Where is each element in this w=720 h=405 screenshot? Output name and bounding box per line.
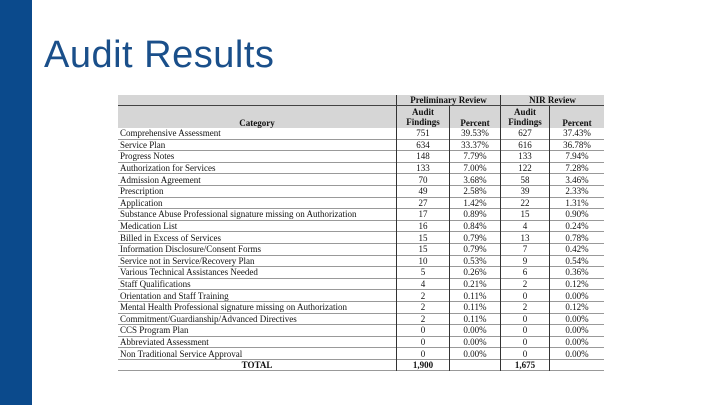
cell-prelim-percent: 0.00% <box>450 348 501 360</box>
cell-category: Application <box>118 197 397 209</box>
cell-nir-percent: 3.46% <box>550 174 605 186</box>
cell-prelim-findings: 148 <box>397 151 450 163</box>
table-row <box>118 301 604 313</box>
cell-prelim-findings: 5 <box>397 267 450 279</box>
cell-nir-percent: 37.43% <box>550 128 605 139</box>
col-nir-percent: Percent <box>550 106 605 129</box>
table-row <box>118 278 604 290</box>
accent-bar <box>0 0 32 405</box>
table-row <box>118 197 604 209</box>
cell-category: Medication List <box>118 220 397 232</box>
cell-nir-findings: 0 <box>501 313 550 325</box>
cell-category: Non Traditional Service Approval <box>118 348 397 360</box>
cell-category: Information Disclosure/Consent Forms <box>118 243 397 255</box>
cell-prelim-percent: 0.26% <box>450 267 501 279</box>
table-row <box>118 313 604 325</box>
cell-category: Service Plan <box>118 139 397 151</box>
col-category: Category <box>118 106 397 129</box>
cell-nir-findings: 15 <box>501 209 550 221</box>
cell-prelim-percent: 0.53% <box>450 255 501 267</box>
cell-category: CCS Program Plan <box>118 325 397 337</box>
cell-category: Mental Health Professional signature missing on Authorization <box>118 301 397 313</box>
cell-nir-percent: 0.42% <box>550 243 605 255</box>
cell-category: Authorization for Services <box>118 162 397 174</box>
slide-title: Audit Results <box>44 34 275 76</box>
empty-cell <box>450 359 501 371</box>
cell-category: Various Technical Assistances Needed <box>118 267 397 279</box>
cell-prelim-percent: 33.37% <box>450 139 501 151</box>
cell-category: Progress Notes <box>118 151 397 163</box>
cell-prelim-findings: 15 <box>397 243 450 255</box>
table-row <box>118 209 604 221</box>
cell-prelim-percent: 7.79% <box>450 151 501 163</box>
cell-prelim-percent: 7.00% <box>450 162 501 174</box>
cell-nir-percent: 0.90% <box>550 209 605 221</box>
cell-prelim-percent: 0.79% <box>450 243 501 255</box>
cell-category: Abbreviated Assessment <box>118 336 397 348</box>
cell-nir-findings: 39 <box>501 185 550 197</box>
cell-nir-findings: 0 <box>501 325 550 337</box>
cell-prelim-findings: 0 <box>397 336 450 348</box>
cell-nir-findings: 58 <box>501 174 550 186</box>
col-nir-findings: Audit Findings <box>501 106 550 129</box>
cell-nir-findings: 2 <box>501 278 550 290</box>
cell-nir-percent: 7.94% <box>550 151 605 163</box>
cell-nir-percent: 0.12% <box>550 301 605 313</box>
cell-prelim-percent: 0.11% <box>450 301 501 313</box>
cell-nir-findings: 13 <box>501 232 550 244</box>
table-row <box>118 243 604 255</box>
cell-category: Substance Abuse Professional signature missing on Authorization <box>118 209 397 221</box>
table-row <box>118 232 604 244</box>
cell-nir-findings: 122 <box>501 162 550 174</box>
col-prelim-percent: Percent <box>450 106 501 129</box>
cell-nir-findings: 9 <box>501 255 550 267</box>
cell-category: Staff Qualifications <box>118 278 397 290</box>
table-row <box>118 336 604 348</box>
cell-prelim-findings: 15 <box>397 232 450 244</box>
table-row <box>118 267 604 279</box>
cell-nir-findings: 22 <box>501 197 550 209</box>
cell-prelim-findings: 751 <box>397 128 450 139</box>
table-row <box>118 185 604 197</box>
cell-nir-percent: 0.00% <box>550 325 605 337</box>
total-nir: 1,675 <box>501 359 550 371</box>
cell-nir-percent: 0.00% <box>550 290 605 302</box>
cell-prelim-findings: 10 <box>397 255 450 267</box>
table-row <box>118 151 604 163</box>
cell-category: Comprehensive Assessment <box>118 128 397 139</box>
cell-prelim-percent: 0.00% <box>450 336 501 348</box>
cell-prelim-findings: 17 <box>397 209 450 221</box>
cell-nir-percent: 7.28% <box>550 162 605 174</box>
cell-category: Orientation and Staff Training <box>118 290 397 302</box>
cell-prelim-findings: 16 <box>397 220 450 232</box>
table-row <box>118 220 604 232</box>
cell-category: Billed in Excess of Services <box>118 232 397 244</box>
cell-category: Commitment/Guardianship/Advanced Directives <box>118 313 397 325</box>
cell-nir-percent: 0.54% <box>550 255 605 267</box>
cell-prelim-percent: 0.00% <box>450 325 501 337</box>
cell-prelim-percent: 0.89% <box>450 209 501 221</box>
cell-nir-percent: 0.00% <box>550 336 605 348</box>
cell-nir-findings: 4 <box>501 220 550 232</box>
cell-nir-percent: 0.00% <box>550 348 605 360</box>
empty-cell <box>550 359 605 371</box>
cell-nir-percent: 0.00% <box>550 313 605 325</box>
cell-prelim-percent: 3.68% <box>450 174 501 186</box>
cell-nir-findings: 0 <box>501 348 550 360</box>
cell-prelim-percent: 0.11% <box>450 313 501 325</box>
cell-nir-findings: 133 <box>501 151 550 163</box>
cell-prelim-percent: 0.11% <box>450 290 501 302</box>
cell-nir-findings: 0 <box>501 290 550 302</box>
cell-prelim-findings: 2 <box>397 301 450 313</box>
group-header-nir: NIR Review <box>501 95 605 106</box>
total-prelim: 1,900 <box>397 359 450 371</box>
cell-nir-percent: 36.78% <box>550 139 605 151</box>
cell-nir-findings: 2 <box>501 301 550 313</box>
cell-prelim-findings: 0 <box>397 348 450 360</box>
cell-nir-percent: 0.24% <box>550 220 605 232</box>
cell-prelim-percent: 2.58% <box>450 185 501 197</box>
cell-prelim-findings: 27 <box>397 197 450 209</box>
table-row <box>118 325 604 337</box>
cell-prelim-findings: 49 <box>397 185 450 197</box>
table-row <box>118 255 604 267</box>
cell-prelim-findings: 2 <box>397 290 450 302</box>
cell-nir-percent: 0.36% <box>550 267 605 279</box>
cell-nir-findings: 7 <box>501 243 550 255</box>
cell-category: Prescription <box>118 185 397 197</box>
cell-prelim-findings: 0 <box>397 325 450 337</box>
audit-results-table <box>118 95 604 371</box>
col-prelim-findings: Audit Findings <box>397 106 450 129</box>
table-row <box>118 348 604 360</box>
cell-prelim-percent: 0.79% <box>450 232 501 244</box>
cell-prelim-percent: 0.21% <box>450 278 501 290</box>
cell-nir-findings: 627 <box>501 128 550 139</box>
cell-prelim-percent: 39.53% <box>450 128 501 139</box>
cell-nir-percent: 1.31% <box>550 197 605 209</box>
cell-nir-findings: 616 <box>501 139 550 151</box>
table-row <box>118 128 604 139</box>
cell-nir-percent: 0.12% <box>550 278 605 290</box>
total-row <box>118 359 604 371</box>
cell-nir-findings: 6 <box>501 267 550 279</box>
cell-prelim-findings: 133 <box>397 162 450 174</box>
table-row <box>118 290 604 302</box>
cell-category: Service not in Service/Recovery Plan <box>118 255 397 267</box>
cell-prelim-findings: 2 <box>397 313 450 325</box>
group-header-preliminary: Preliminary Review <box>397 95 501 106</box>
cell-nir-percent: 2.33% <box>550 185 605 197</box>
cell-prelim-findings: 70 <box>397 174 450 186</box>
cell-prelim-findings: 4 <box>397 278 450 290</box>
header-spacer <box>118 95 397 106</box>
table-row <box>118 174 604 186</box>
cell-category: Admission Agreement <box>118 174 397 186</box>
total-label: TOTAL <box>118 359 397 371</box>
cell-prelim-percent: 0.84% <box>450 220 501 232</box>
cell-prelim-findings: 634 <box>397 139 450 151</box>
table-row <box>118 139 604 151</box>
cell-prelim-percent: 1.42% <box>450 197 501 209</box>
cell-nir-findings: 0 <box>501 336 550 348</box>
table-row <box>118 162 604 174</box>
cell-nir-percent: 0.78% <box>550 232 605 244</box>
